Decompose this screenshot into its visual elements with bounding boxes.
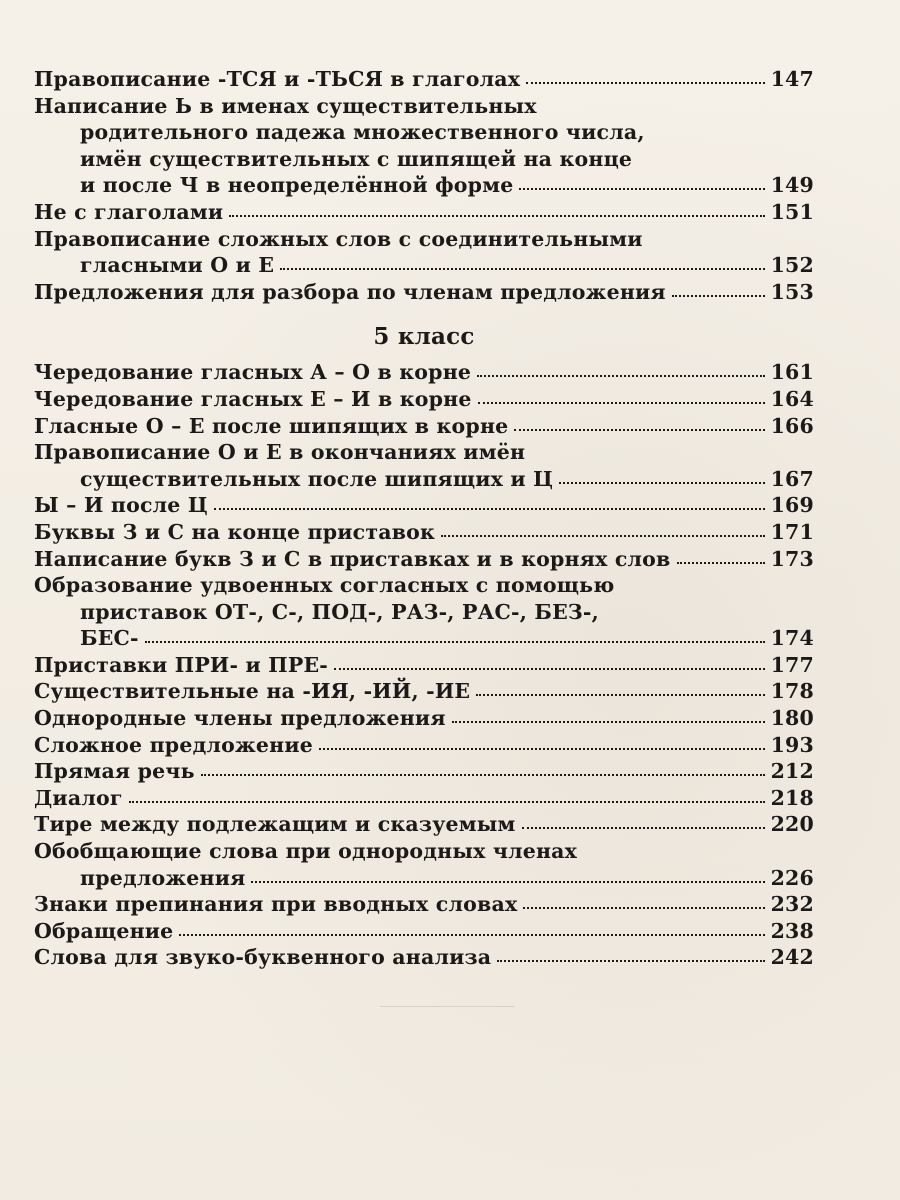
toc-entry-line xyxy=(34,466,814,493)
toc-entry-title: родительного падежа множественного числа, xyxy=(80,120,645,145)
toc-entry-line xyxy=(34,758,814,785)
dot-leader xyxy=(201,769,765,776)
toc-entry xyxy=(34,93,814,199)
toc-page-number: 173 xyxy=(770,546,814,571)
toc-entry-line xyxy=(34,146,814,173)
dot-leader xyxy=(476,689,764,696)
toc-entry-title: Образование удвоенных согласных с помощью xyxy=(34,573,615,598)
toc-entry xyxy=(34,439,814,492)
dot-leader xyxy=(319,743,765,750)
dot-leader xyxy=(441,530,765,537)
toc-entry-line xyxy=(34,678,814,705)
toc-entry xyxy=(34,226,814,279)
toc-entry-line xyxy=(34,599,814,626)
toc-entry-title: приставок ОТ-, С-, ПОД-, РАЗ-, РАС-, БЕЗ-, xyxy=(80,599,599,624)
toc-page-number: 218 xyxy=(770,785,814,810)
toc-entry-title: Сложное предложение xyxy=(34,732,313,757)
toc-entry-title: Тире между подлежащим и сказуемым xyxy=(34,812,516,837)
toc-page-number: 147 xyxy=(770,67,814,91)
toc-page-number: 178 xyxy=(770,679,814,704)
toc-entry-title: Однородные члены предложения xyxy=(34,706,446,731)
toc-entry-line xyxy=(34,386,814,413)
toc-entry-title: и после Ч в неопределённой форме xyxy=(80,173,514,198)
dot-leader xyxy=(214,503,765,510)
toc-page-number: 151 xyxy=(770,199,814,224)
toc-entry xyxy=(34,279,814,306)
toc-entry-title: существительных после шипящих и Ц xyxy=(80,466,554,491)
toc-entry-title: Чередование гласных А – О в корне xyxy=(34,360,472,385)
toc-page-number: 166 xyxy=(770,413,814,438)
toc-entry-line xyxy=(34,226,814,253)
toc-entry-line xyxy=(34,359,814,386)
toc-entry-title: Обращение xyxy=(34,918,174,943)
toc-entry xyxy=(34,944,814,971)
table-of-contents xyxy=(34,66,814,971)
dot-leader xyxy=(280,263,764,270)
toc-page-number: 169 xyxy=(770,493,814,518)
toc-entry-line xyxy=(34,944,814,971)
toc-entry-line xyxy=(34,199,814,226)
toc-entry xyxy=(34,413,814,440)
dot-leader xyxy=(672,290,765,297)
toc-entry xyxy=(34,492,814,519)
toc-page-number: 238 xyxy=(770,918,814,943)
toc-page-number: 193 xyxy=(770,732,814,757)
toc-entry xyxy=(34,572,814,652)
toc-entry-line xyxy=(34,119,814,146)
dot-leader xyxy=(522,822,765,829)
toc-entry xyxy=(34,918,814,945)
toc-entry xyxy=(34,891,814,918)
dot-leader xyxy=(477,370,764,377)
dot-leader xyxy=(677,557,765,564)
toc-entry-title: Правописание -ТСЯ и -ТЬСЯ в глаголах xyxy=(34,67,521,91)
toc-entry-title: Правописание О и Е в окончаниях имён xyxy=(34,440,526,465)
toc-page-number: 177 xyxy=(770,652,814,677)
toc-entry-title: Существительные на -ИЯ, -ИЙ, -ИЕ xyxy=(34,679,471,704)
toc-grade5-section xyxy=(34,359,814,971)
toc-entry-title: Буквы З и С на конце приставок xyxy=(34,519,436,544)
dot-leader xyxy=(514,424,764,431)
dot-leader xyxy=(478,397,765,404)
toc-page-number: 153 xyxy=(770,279,814,304)
toc-entry-title: Правописание сложных слов с соединительными xyxy=(34,226,643,251)
toc-entry-line xyxy=(34,705,814,732)
toc-entry xyxy=(34,519,814,546)
toc-entry-line xyxy=(34,93,814,120)
toc-entry xyxy=(34,359,814,386)
toc-page-number: 152 xyxy=(770,253,814,278)
toc-entry-line xyxy=(34,492,814,519)
toc-entry-title: Прямая речь xyxy=(34,759,195,784)
toc-entry-title: Слова для звуко-буквенного анализа xyxy=(34,945,492,970)
toc-entry-title: Написание Ь в именах существительных xyxy=(34,93,537,118)
toc-page-number: 174 xyxy=(770,626,814,651)
dot-leader xyxy=(229,210,764,217)
toc-entry-line xyxy=(34,439,814,466)
toc-entry-title: Не с глаголами xyxy=(34,199,224,224)
toc-entry xyxy=(34,652,814,679)
toc-page-number: 164 xyxy=(770,386,814,411)
toc-entry-title: Обобщающие слова при однородных членах xyxy=(34,839,578,864)
toc-entry-title: Диалог xyxy=(34,785,123,810)
toc-entry-title: Ы – И после Ц xyxy=(34,493,208,518)
toc-entry xyxy=(34,732,814,759)
toc-entry xyxy=(34,838,814,891)
toc-entry xyxy=(34,546,814,573)
toc-entry-line xyxy=(34,732,814,759)
toc-entry-line xyxy=(34,413,814,440)
toc-page-number: 220 xyxy=(770,812,814,837)
toc-entry-title: Приставки ПРИ- и ПРЕ- xyxy=(34,652,328,677)
toc-entry xyxy=(34,758,814,785)
dot-leader xyxy=(334,663,765,670)
toc-entry-line xyxy=(34,811,814,838)
dot-leader xyxy=(497,955,764,962)
toc-entry-line xyxy=(34,785,814,812)
dot-leader xyxy=(559,477,764,484)
toc-page-number: 180 xyxy=(770,706,814,731)
toc-top-section xyxy=(34,66,814,305)
section-heading-5-class: 5 класс xyxy=(373,323,475,351)
toc-entry-line xyxy=(34,625,814,652)
toc-page-number: 171 xyxy=(770,519,814,544)
page-divider xyxy=(380,1006,515,1007)
toc-entry xyxy=(34,66,814,93)
toc-entry-line xyxy=(34,546,814,573)
toc-page-number: 149 xyxy=(770,173,814,198)
toc-entry-line xyxy=(34,172,814,199)
toc-entry-line xyxy=(34,652,814,679)
toc-entry-line xyxy=(34,519,814,546)
toc-page-number: 232 xyxy=(770,892,814,917)
toc-entry-line xyxy=(34,572,814,599)
dot-leader xyxy=(452,716,765,723)
toc-entry-title: Знаки препинания при вводных словах xyxy=(34,892,518,917)
toc-page-number: 167 xyxy=(770,466,814,491)
toc-entry-line xyxy=(34,918,814,945)
toc-entry-title: Написание букв З и С в приставках и в корнях слов xyxy=(34,546,671,571)
dot-leader xyxy=(526,77,764,84)
toc-entry-title: Гласные О – Е после шипящих в корне xyxy=(34,413,509,438)
toc-entry xyxy=(34,199,814,226)
toc-page-number: 212 xyxy=(770,759,814,784)
toc-entry-line xyxy=(34,279,814,306)
dot-leader xyxy=(251,876,764,883)
toc-entry-title: Чередование гласных Е – И в корне xyxy=(34,386,472,411)
toc-entry-title: предложения xyxy=(80,865,246,890)
toc-entry-title: БЕС- xyxy=(80,626,139,651)
toc-entry-title: имён существительных с шипящей на конце xyxy=(80,146,633,171)
dot-leader xyxy=(519,183,764,190)
toc-entry xyxy=(34,386,814,413)
toc-entry-line xyxy=(34,891,814,918)
toc-page-number: 226 xyxy=(770,865,814,890)
dot-leader xyxy=(179,929,764,936)
toc-entry-line xyxy=(34,865,814,892)
toc-entry xyxy=(34,705,814,732)
toc-page-number: 242 xyxy=(770,945,814,970)
toc-entry-line xyxy=(34,838,814,865)
toc-entry-title: Предложения для разбора по членам предложения xyxy=(34,279,666,304)
dot-leader xyxy=(523,902,764,909)
dot-leader xyxy=(129,796,765,803)
toc-page-number: 161 xyxy=(770,360,814,385)
toc-entry-title: гласными О и Е xyxy=(80,253,275,278)
toc-entry xyxy=(34,785,814,812)
toc-entry-line xyxy=(34,252,814,279)
toc-entry xyxy=(34,678,814,705)
dot-leader xyxy=(145,636,765,643)
toc-entry-line xyxy=(34,66,814,93)
toc-entry xyxy=(34,811,814,838)
